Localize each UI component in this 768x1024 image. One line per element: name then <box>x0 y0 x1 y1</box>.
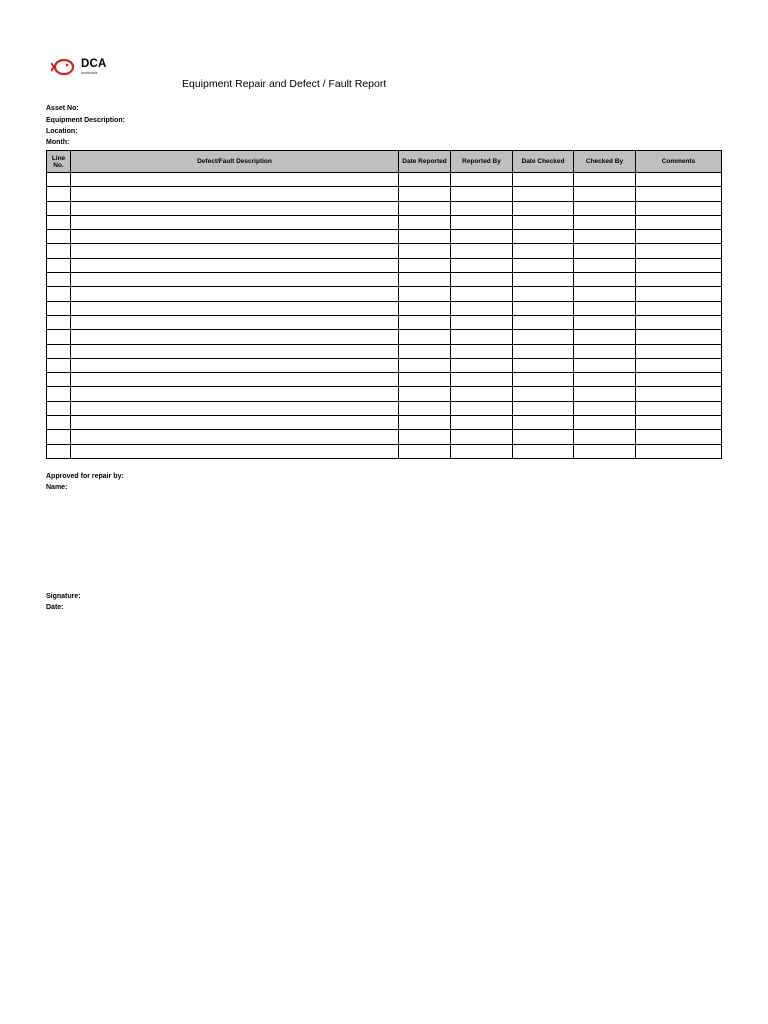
description-cell[interactable] <box>71 258 399 272</box>
line-no-cell[interactable] <box>47 401 71 415</box>
date-checked-cell[interactable] <box>513 444 574 458</box>
line-no-cell[interactable] <box>47 387 71 401</box>
date-reported-cell[interactable] <box>399 430 451 444</box>
date-reported-cell[interactable] <box>399 201 451 215</box>
date-checked-cell[interactable] <box>513 430 574 444</box>
description-cell[interactable] <box>71 387 399 401</box>
date-checked-cell[interactable] <box>513 315 574 329</box>
comments-cell[interactable] <box>636 315 722 329</box>
description-cell[interactable] <box>71 358 399 372</box>
logo-fish-icon <box>51 55 79 81</box>
line-no-cell[interactable] <box>47 258 71 272</box>
equipment-description-label: Equipment Description: <box>46 117 125 124</box>
checked-by-cell[interactable] <box>574 416 636 430</box>
date-reported-cell[interactable] <box>399 344 451 358</box>
line-no-cell[interactable] <box>47 230 71 244</box>
header-reported-by: Reported By <box>451 151 513 173</box>
date-reported-cell[interactable] <box>399 387 451 401</box>
page-title: Equipment Repair and Defect / Fault Report <box>182 78 387 90</box>
date-reported-cell[interactable] <box>399 258 451 272</box>
checked-by-cell[interactable] <box>574 173 636 187</box>
comments-cell[interactable] <box>636 344 722 358</box>
table-row <box>47 287 722 301</box>
comments-cell[interactable] <box>636 187 722 201</box>
checked-by-cell[interactable] <box>574 358 636 372</box>
date-reported-cell[interactable] <box>399 315 451 329</box>
comments-cell[interactable] <box>636 430 722 444</box>
line-no-cell[interactable] <box>47 344 71 358</box>
logo-text: DCA <box>81 58 107 70</box>
checked-by-cell[interactable] <box>574 244 636 258</box>
approved-for-repair-label: Approved for repair by: <box>46 473 124 480</box>
reported-by-cell[interactable] <box>451 244 513 258</box>
table-row <box>47 187 722 201</box>
header-line-no: Line No. <box>47 151 71 173</box>
description-cell[interactable] <box>71 430 399 444</box>
line-no-cell[interactable] <box>47 416 71 430</box>
reported-by-cell[interactable] <box>451 344 513 358</box>
table-row <box>47 330 722 344</box>
table-row <box>47 387 722 401</box>
line-no-cell[interactable] <box>47 373 71 387</box>
line-no-cell[interactable] <box>47 273 71 287</box>
table-row <box>47 258 722 272</box>
checked-by-cell[interactable] <box>574 258 636 272</box>
checked-by-cell[interactable] <box>574 444 636 458</box>
date-reported-cell[interactable] <box>399 230 451 244</box>
table-row <box>47 230 722 244</box>
date-checked-cell[interactable] <box>513 215 574 229</box>
line-no-cell[interactable] <box>47 187 71 201</box>
date-checked-cell[interactable] <box>513 373 574 387</box>
location-label: Location: <box>46 128 78 135</box>
reported-by-cell[interactable] <box>451 444 513 458</box>
date-reported-cell[interactable] <box>399 187 451 201</box>
date-checked-cell[interactable] <box>513 258 574 272</box>
comments-cell[interactable] <box>636 373 722 387</box>
description-cell[interactable] <box>71 230 399 244</box>
description-cell[interactable] <box>71 173 399 187</box>
description-cell[interactable] <box>71 215 399 229</box>
comments-cell[interactable] <box>636 258 722 272</box>
date-reported-cell[interactable] <box>399 301 451 315</box>
description-cell[interactable] <box>71 373 399 387</box>
reported-by-cell[interactable] <box>451 187 513 201</box>
comments-cell[interactable] <box>636 301 722 315</box>
checked-by-cell[interactable] <box>574 373 636 387</box>
comments-cell[interactable] <box>636 444 722 458</box>
table-row <box>47 416 722 430</box>
date-reported-cell[interactable] <box>399 358 451 372</box>
defect-table <box>46 150 722 459</box>
comments-cell[interactable] <box>636 230 722 244</box>
table-row <box>47 401 722 415</box>
header-date-checked: Date Checked <box>513 151 574 173</box>
checked-by-cell[interactable] <box>574 401 636 415</box>
comments-cell[interactable] <box>636 273 722 287</box>
name-label: Name: <box>46 484 68 491</box>
date-checked-cell[interactable] <box>513 187 574 201</box>
line-no-cell[interactable] <box>47 301 71 315</box>
table-row <box>47 215 722 229</box>
table-row <box>47 315 722 329</box>
date-checked-cell[interactable] <box>513 344 574 358</box>
comments-cell[interactable] <box>636 201 722 215</box>
reported-by-cell[interactable] <box>451 416 513 430</box>
date-reported-cell[interactable] <box>399 287 451 301</box>
line-no-cell[interactable] <box>47 215 71 229</box>
table-row <box>47 244 722 258</box>
reported-by-cell[interactable] <box>451 258 513 272</box>
description-cell[interactable] <box>71 344 399 358</box>
reported-by-cell[interactable] <box>451 330 513 344</box>
line-no-cell[interactable] <box>47 358 71 372</box>
checked-by-cell[interactable] <box>574 330 636 344</box>
date-checked-cell[interactable] <box>513 230 574 244</box>
table-row <box>47 344 722 358</box>
date-reported-cell[interactable] <box>399 373 451 387</box>
date-reported-cell[interactable] <box>399 273 451 287</box>
date-checked-cell[interactable] <box>513 301 574 315</box>
comments-cell[interactable] <box>636 358 722 372</box>
reported-by-cell[interactable] <box>451 387 513 401</box>
comments-cell[interactable] <box>636 287 722 301</box>
line-no-cell[interactable] <box>47 201 71 215</box>
month-label: Month: <box>46 139 70 146</box>
description-cell[interactable] <box>71 301 399 315</box>
reported-by-cell[interactable] <box>451 273 513 287</box>
date-reported-cell[interactable] <box>399 444 451 458</box>
table-row <box>47 444 722 458</box>
comments-cell[interactable] <box>636 401 722 415</box>
date-reported-cell[interactable] <box>399 173 451 187</box>
date-checked-cell[interactable] <box>513 201 574 215</box>
date-checked-cell[interactable] <box>513 401 574 415</box>
table-row <box>47 358 722 372</box>
checked-by-cell[interactable] <box>574 230 636 244</box>
checked-by-cell[interactable] <box>574 315 636 329</box>
checked-by-cell[interactable] <box>574 187 636 201</box>
table-row <box>47 201 722 215</box>
signature-label: Signature: <box>46 593 81 600</box>
checked-by-cell[interactable] <box>574 273 636 287</box>
line-no-cell[interactable] <box>47 244 71 258</box>
checked-by-cell[interactable] <box>574 201 636 215</box>
reported-by-cell[interactable] <box>451 373 513 387</box>
table-row <box>47 273 722 287</box>
reported-by-cell[interactable] <box>451 301 513 315</box>
comments-cell[interactable] <box>636 387 722 401</box>
reported-by-cell[interactable] <box>451 230 513 244</box>
comments-cell[interactable] <box>636 330 722 344</box>
date-label: Date: <box>46 604 64 611</box>
date-checked-cell[interactable] <box>513 287 574 301</box>
comments-cell[interactable] <box>636 416 722 430</box>
date-reported-cell[interactable] <box>399 244 451 258</box>
checked-by-cell[interactable] <box>574 430 636 444</box>
reported-by-cell[interactable] <box>451 173 513 187</box>
date-reported-cell[interactable] <box>399 330 451 344</box>
date-checked-cell[interactable] <box>513 416 574 430</box>
date-checked-cell[interactable] <box>513 358 574 372</box>
checked-by-cell[interactable] <box>574 301 636 315</box>
description-cell[interactable] <box>71 244 399 258</box>
header-description: Defect/Fault Description <box>71 151 399 173</box>
date-checked-cell[interactable] <box>513 387 574 401</box>
description-cell[interactable] <box>71 416 399 430</box>
line-no-cell[interactable] <box>47 430 71 444</box>
table-row <box>47 301 722 315</box>
reported-by-cell[interactable] <box>451 401 513 415</box>
reported-by-cell[interactable] <box>451 430 513 444</box>
table-row <box>47 373 722 387</box>
line-no-cell[interactable] <box>47 444 71 458</box>
date-reported-cell[interactable] <box>399 416 451 430</box>
description-cell[interactable] <box>71 315 399 329</box>
line-no-cell[interactable] <box>47 173 71 187</box>
line-no-cell[interactable] <box>47 330 71 344</box>
asset-no-label: Asset No: <box>46 105 79 112</box>
reported-by-cell[interactable] <box>451 215 513 229</box>
description-cell[interactable] <box>71 201 399 215</box>
comments-cell[interactable] <box>636 215 722 229</box>
line-no-cell[interactable] <box>47 287 71 301</box>
comments-cell[interactable] <box>636 173 722 187</box>
comments-cell[interactable] <box>636 244 722 258</box>
reported-by-cell[interactable] <box>451 358 513 372</box>
table-body <box>47 173 722 459</box>
checked-by-cell[interactable] <box>574 215 636 229</box>
header-comments: Comments <box>636 151 722 173</box>
reported-by-cell[interactable] <box>451 201 513 215</box>
header-date-reported: Date Reported <box>399 151 451 173</box>
date-reported-cell[interactable] <box>399 215 451 229</box>
checked-by-cell[interactable] <box>574 287 636 301</box>
date-checked-cell[interactable] <box>513 173 574 187</box>
header-checked-by: Checked By <box>574 151 636 173</box>
table-row <box>47 430 722 444</box>
date-checked-cell[interactable] <box>513 273 574 287</box>
date-checked-cell[interactable] <box>513 330 574 344</box>
description-cell[interactable] <box>71 287 399 301</box>
description-cell[interactable] <box>71 330 399 344</box>
date-reported-cell[interactable] <box>399 401 451 415</box>
table-header-row <box>47 151 722 173</box>
table-row <box>47 173 722 187</box>
checked-by-cell[interactable] <box>574 344 636 358</box>
description-cell[interactable] <box>71 273 399 287</box>
description-cell[interactable] <box>71 444 399 458</box>
logo-tagline: worldclass <box>81 71 98 75</box>
line-no-cell[interactable] <box>47 315 71 329</box>
checked-by-cell[interactable] <box>574 387 636 401</box>
dca-logo <box>51 55 121 81</box>
reported-by-cell[interactable] <box>451 315 513 329</box>
description-cell[interactable] <box>71 187 399 201</box>
reported-by-cell[interactable] <box>451 287 513 301</box>
description-cell[interactable] <box>71 401 399 415</box>
date-checked-cell[interactable] <box>513 244 574 258</box>
